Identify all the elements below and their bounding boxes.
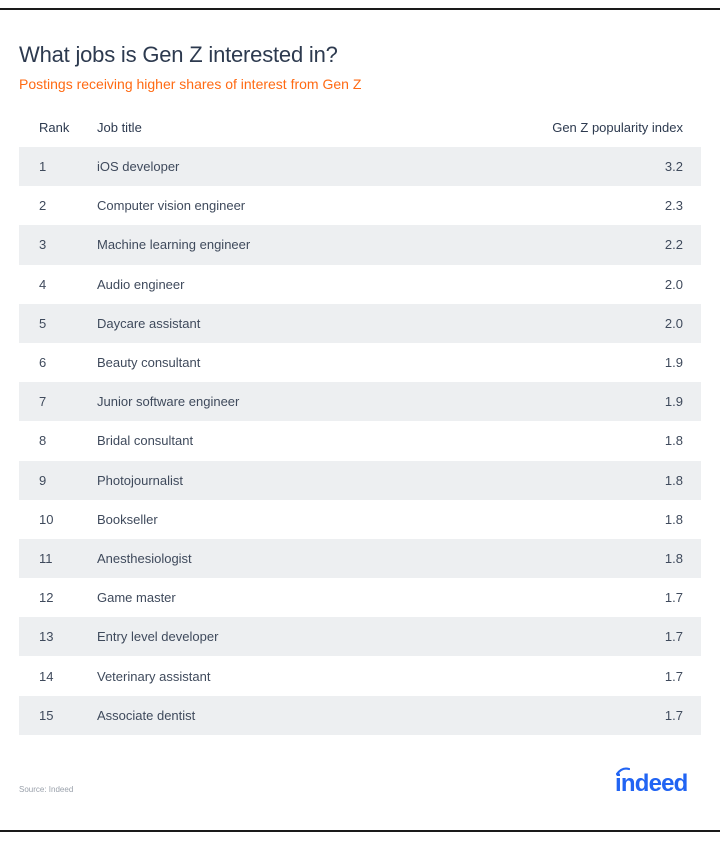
- popularity-index-cell: 2.2: [664, 237, 683, 253]
- table-row: [19, 304, 701, 343]
- popularity-index-cell: 1.9: [664, 394, 683, 410]
- job-title-cell: iOS developer: [97, 159, 180, 175]
- indeed-logo: [615, 766, 701, 796]
- rank-cell: 2: [39, 198, 47, 214]
- job-title-cell: Machine learning engineer: [97, 237, 251, 253]
- job-title-cell: Computer vision engineer: [97, 198, 246, 214]
- job-title-cell: Beauty consultant: [97, 355, 201, 371]
- job-title-cell: Veterinary assistant: [97, 668, 211, 684]
- job-title-cell: Game master: [97, 590, 176, 606]
- rank-cell: 5: [39, 315, 47, 331]
- popularity-index-cell: 1.7: [664, 707, 683, 723]
- ranking-table: [19, 108, 701, 735]
- header-job-title: Job title: [97, 120, 142, 135]
- table-row: [19, 500, 701, 539]
- popularity-index-cell: 1.7: [664, 629, 683, 645]
- popularity-index-cell: 1.9: [664, 355, 683, 371]
- popularity-index-cell: 1.8: [664, 511, 683, 527]
- popularity-index-cell: 3.2: [664, 159, 683, 175]
- table-row: [19, 696, 701, 735]
- table-row: [19, 343, 701, 382]
- table-row: [19, 382, 701, 421]
- chart-title: What jobs is Gen Z interested in?: [19, 42, 338, 67]
- table-row: [19, 656, 701, 695]
- table-row: [19, 421, 701, 460]
- header-rank: Rank: [39, 120, 70, 135]
- rank-cell: 3: [39, 237, 47, 253]
- source-note: Source: Indeed: [19, 785, 74, 794]
- popularity-index-cell: 1.8: [664, 550, 683, 566]
- job-title-cell: Entry level developer: [97, 629, 219, 645]
- popularity-index-cell: 1.7: [664, 590, 683, 606]
- job-title-cell: Anesthesiologist: [97, 550, 192, 566]
- popularity-index-cell: 2.0: [664, 276, 683, 292]
- logo-wordmark: indeed: [615, 770, 688, 797]
- rank-cell: 1: [39, 159, 47, 175]
- table-row: [19, 617, 701, 656]
- job-title-cell: Associate dentist: [97, 707, 196, 723]
- popularity-index-cell: 1.7: [664, 668, 683, 684]
- rank-cell: 8: [39, 433, 47, 449]
- table-row: [19, 225, 701, 264]
- table-body: [19, 147, 701, 735]
- job-title-cell: Photojournalist: [97, 472, 183, 488]
- job-title-cell: Junior software engineer: [97, 394, 240, 410]
- rank-cell: 4: [39, 276, 47, 292]
- header-popularity-index: Gen Z popularity index: [552, 120, 683, 135]
- rank-cell: 7: [39, 394, 47, 410]
- job-title-cell: Bookseller: [97, 511, 158, 527]
- popularity-index-cell: 2.3: [664, 198, 683, 214]
- table-row: [19, 147, 701, 186]
- rank-cell: 14: [39, 668, 54, 684]
- job-title-cell: Audio engineer: [97, 276, 185, 292]
- job-title-cell: Daycare assistant: [97, 315, 201, 331]
- rank-cell: 11: [39, 550, 53, 566]
- table-row: [19, 265, 701, 304]
- table-row: [19, 186, 701, 225]
- rank-cell: 6: [39, 355, 47, 371]
- rank-cell: 13: [39, 629, 54, 645]
- table-row: [19, 578, 701, 617]
- popularity-index-cell: 1.8: [664, 433, 683, 449]
- popularity-index-cell: 1.8: [664, 472, 683, 488]
- job-title-cell: Bridal consultant: [97, 433, 194, 449]
- rank-cell: 12: [39, 590, 54, 606]
- table-header: [19, 108, 701, 147]
- chart-subtitle: Postings receiving higher shares of interest from Gen Z: [19, 76, 362, 92]
- table-row: [19, 539, 701, 578]
- rank-cell: 9: [39, 472, 47, 488]
- rank-cell: 15: [39, 707, 54, 723]
- table-row: [19, 461, 701, 500]
- popularity-index-cell: 2.0: [664, 315, 683, 331]
- rank-cell: 10: [39, 511, 54, 527]
